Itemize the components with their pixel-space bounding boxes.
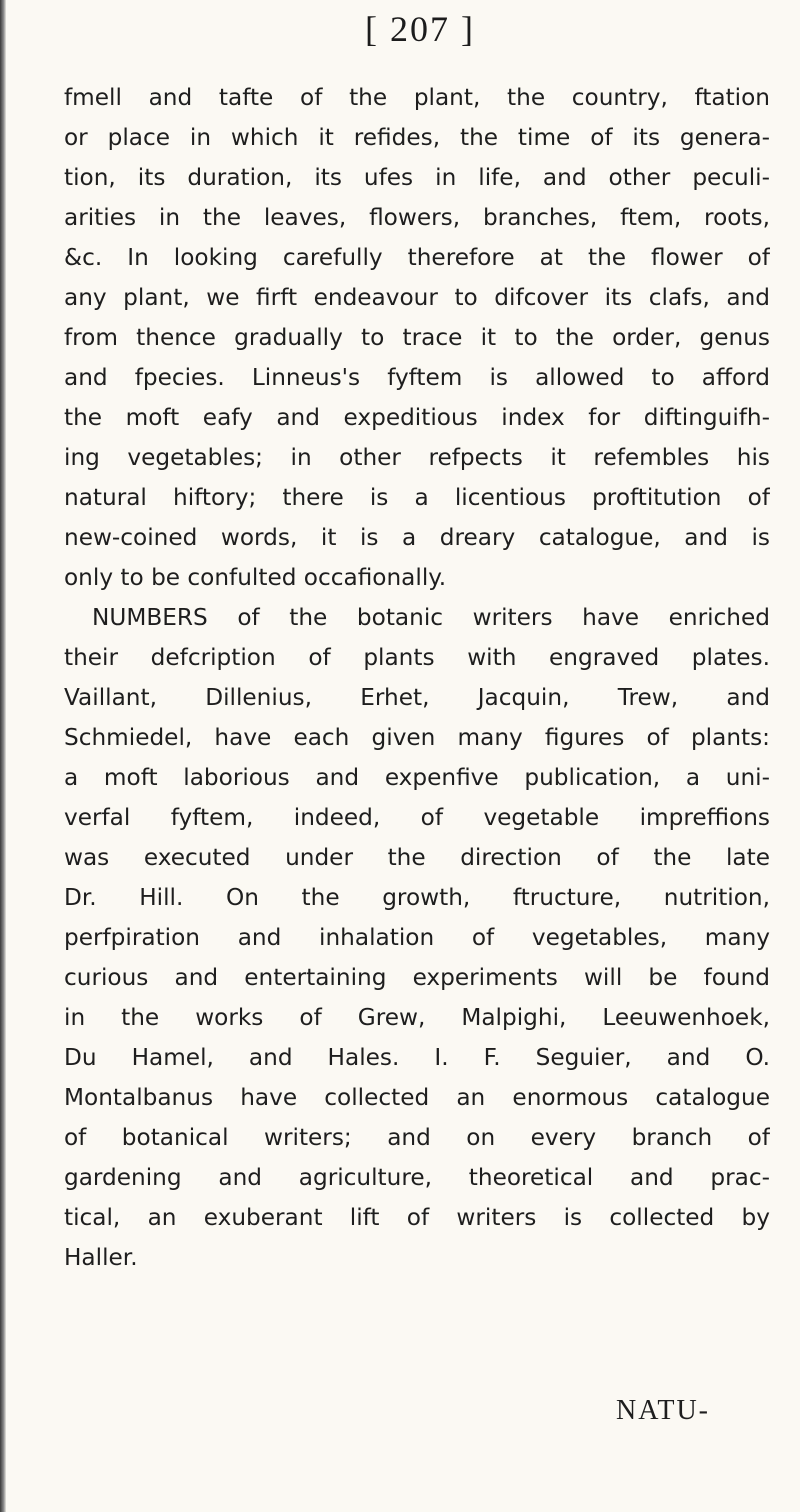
text-line: gardening and agriculture, theoretical and prac- <box>64 1164 770 1191</box>
text-line: Montalbanus have collected an enormous catalogue <box>64 1084 770 1111</box>
page-gutter-shadow <box>0 0 6 1512</box>
text-line: a moft laborious and expenfive publication, a uni- <box>64 764 770 791</box>
text-line: natural hiftory; there is a licentious proftitution of <box>64 484 770 511</box>
text-line: curious and entertaining experiments will be found <box>64 964 770 991</box>
text-line: or place in which it refides, the time of its genera- <box>64 124 770 151</box>
text-line: tion, its duration, its ufes in life, and other peculi- <box>64 164 770 191</box>
page-header <box>0 8 800 50</box>
text-line: and fpecies. Linneus's fyftem is allowed to afford <box>64 364 770 391</box>
text-line: tical, an exuberant lift of writers is collected by <box>64 1204 770 1231</box>
text-line: perfpiration and inhalation of vegetables, many <box>64 924 770 951</box>
catchword: NATU- <box>616 1395 710 1426</box>
text-line: of botanical writers; and on every branch of <box>64 1124 770 1151</box>
text-line: fmell and tafte of the plant, the country, ftation <box>64 84 770 111</box>
text-line: Schmiedel, have each given many figures of plants: <box>64 724 770 751</box>
text-line: Dr. Hill. On the growth, ftructure, nutrition, <box>64 884 770 911</box>
text-line: NUMBERS of the botanic writers have enriched <box>92 604 770 631</box>
text-line: ing vegetables; in other refpects it refembles his <box>64 444 770 471</box>
text-line: was executed under the direction of the late <box>64 844 770 871</box>
text-line: Du Hamel, and Hales. I. F. Seguier, and O. <box>64 1044 770 1071</box>
text-line: only to be confulted occafionally. <box>64 564 447 591</box>
text-line: any plant, we firft endeavour to difcover its clafs, and <box>64 284 770 311</box>
text-line: their defcription of plants with engraved plates. <box>64 644 770 671</box>
text-line: new-coined words, it is a dreary catalogue, and is <box>64 524 770 551</box>
text-line: the moft eafy and expeditious index for diftinguifh- <box>64 404 770 431</box>
text-line: from thence gradually to trace it to the order, genus <box>64 324 770 351</box>
text-line: Vaillant, Dillenius, Erhet, Jacquin, Trew, and <box>64 684 770 711</box>
body-text <box>64 78 770 1278</box>
text-line: &c. In looking carefully therefore at the flower of <box>64 244 770 271</box>
text-line: Haller. <box>64 1244 138 1271</box>
text-line: in the works of Grew, Malpighi, Leeuwenhoek, <box>64 1004 770 1031</box>
text-line: verfal fyftem, indeed, of vegetable impreffions <box>64 804 770 831</box>
page-number: [ 207 ] <box>365 9 475 49</box>
text-line: arities in the leaves, flowers, branches, ftem, roots, <box>64 204 770 231</box>
